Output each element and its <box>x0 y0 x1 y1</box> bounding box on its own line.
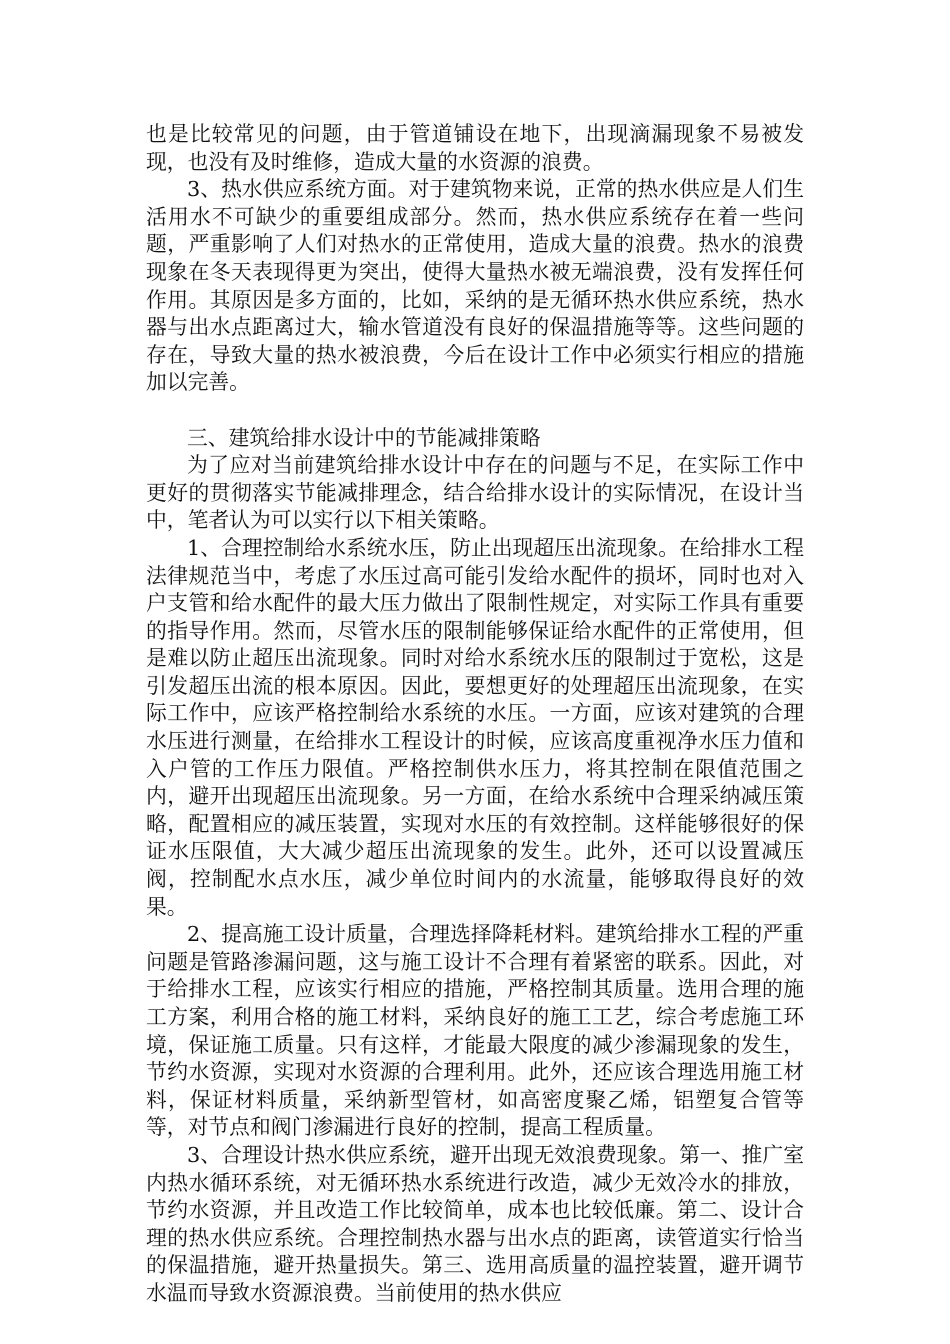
paragraph-strategy-1: 1、合理控制给水系统水压，防止出现超压出流现象。在给排水工程法律规范当中，考虑了水压过高可能引发给水配件的损坏，同时也对入户支管和给水配件的最大压力做出了限制性规定，对实际工作具有重要的指导作用。然而，尽管水压的限制能够保证给水配件的正常使用，但是难以防止超压出流现象。同时对给水系统水压的限制过于宽松，这是引发超压出流的根本原因。因此，要想更好的处理超压出流现象，在实际工作中，应该严格控制给水系统的水压。一方面，应该对建筑的合理水压进行测量，在给排水工程设计的时候，应该高度重视净水压力值和入户管的工作压力限值。严格控制供水压力，将其控制在限值范围之内，避开出现超压出流现象。另一方面，在给水系统中合理采纳减压策略，配置相应的减压装置，实现对水压的有效控制。这样能够很好的保证水压限值，大大减少超压出流现象的发生。此外，还可以设置减压阀，控制配水点水压，减少单位时间内的水流量，能够取得良好的效果。 <box>146 535 804 919</box>
section-heading: 三、建筑给排水设计中的节能减排策略 <box>187 425 541 450</box>
paragraph-intro: 为了应对当前建筑给排水设计中存在的问题与不足，在实际工作中更好的贯彻落实节能减排理念，结合给排水设计的实际情况，在设计当中，笔者认为可以实行以下相关策略。 <box>146 453 804 533</box>
document-page <box>146 121 804 1308</box>
paragraph-strategy-2: 2、提高施工设计质量，合理选择降耗材料。建筑给排水工程的严重问题是管路渗漏问题，这与施工设计不合理有着紧密的联系。因此，对于给排水工程，应该实行相应的措施，严格控制其质量。选用合理的施工方案，利用合格的施工材料，采纳良好的施工工艺，综合考虑施工环境，保证施工质量。只有这样，才能最大限度的减少渗漏现象的发生，节约水资源，实现对水资源的合理利用。此外，还应该合理选用施工材料，保证材料质量，采纳新型管材，如高密度聚乙烯，铝塑复合管等等，对节点和阀门渗漏进行良好的控制，提高工程质量。 <box>146 922 804 1140</box>
paragraph-strategy-3: 3、合理设计热水供应系统，避开出现无效浪费现象。第一、推广室内热水循环系统，对无循环热水系统进行改造，减少无效冷水的排放，节约水资源，并且改造工作比较简单，成本也比较低廉。第二、设计合理的热水供应系统。合理控制热水器与出水点的距离，读管道实行恰当的保温措施，避开热量损失。第三、选用高质量的温控装置，避开调节水温而导致水资源浪费。当前使用的热水供应 <box>146 1142 804 1305</box>
blank-line <box>146 397 804 425</box>
paragraph-hot-water-supply: 3、热水供应系统方面。对于建筑物来说，正常的热水供应是人们生活用水不可缺少的重要组成部分。然而，热水供应系统存在着一些问题，严重影响了人们对热水的正常使用，造成大量的浪费。热水的浪费现象在冬天表现得更为突出，使得大量热水被无端浪费，没有发挥任何作用。其原因是多方面的，比如，采纳的是无循环热水供应系统，热水器与出水点距离过大，输水管道没有良好的保温措施等等。这些问题的存在，导致大量的热水被浪费，今后在设计工作中必须实行相应的措施加以完善。 <box>146 177 804 395</box>
paragraph-continuation: 也是比较常见的问题，由于管道铺设在地下，出现滴漏现象不易被发现，也没有及时维修，造成大量的水资源的浪费。 <box>146 122 804 174</box>
